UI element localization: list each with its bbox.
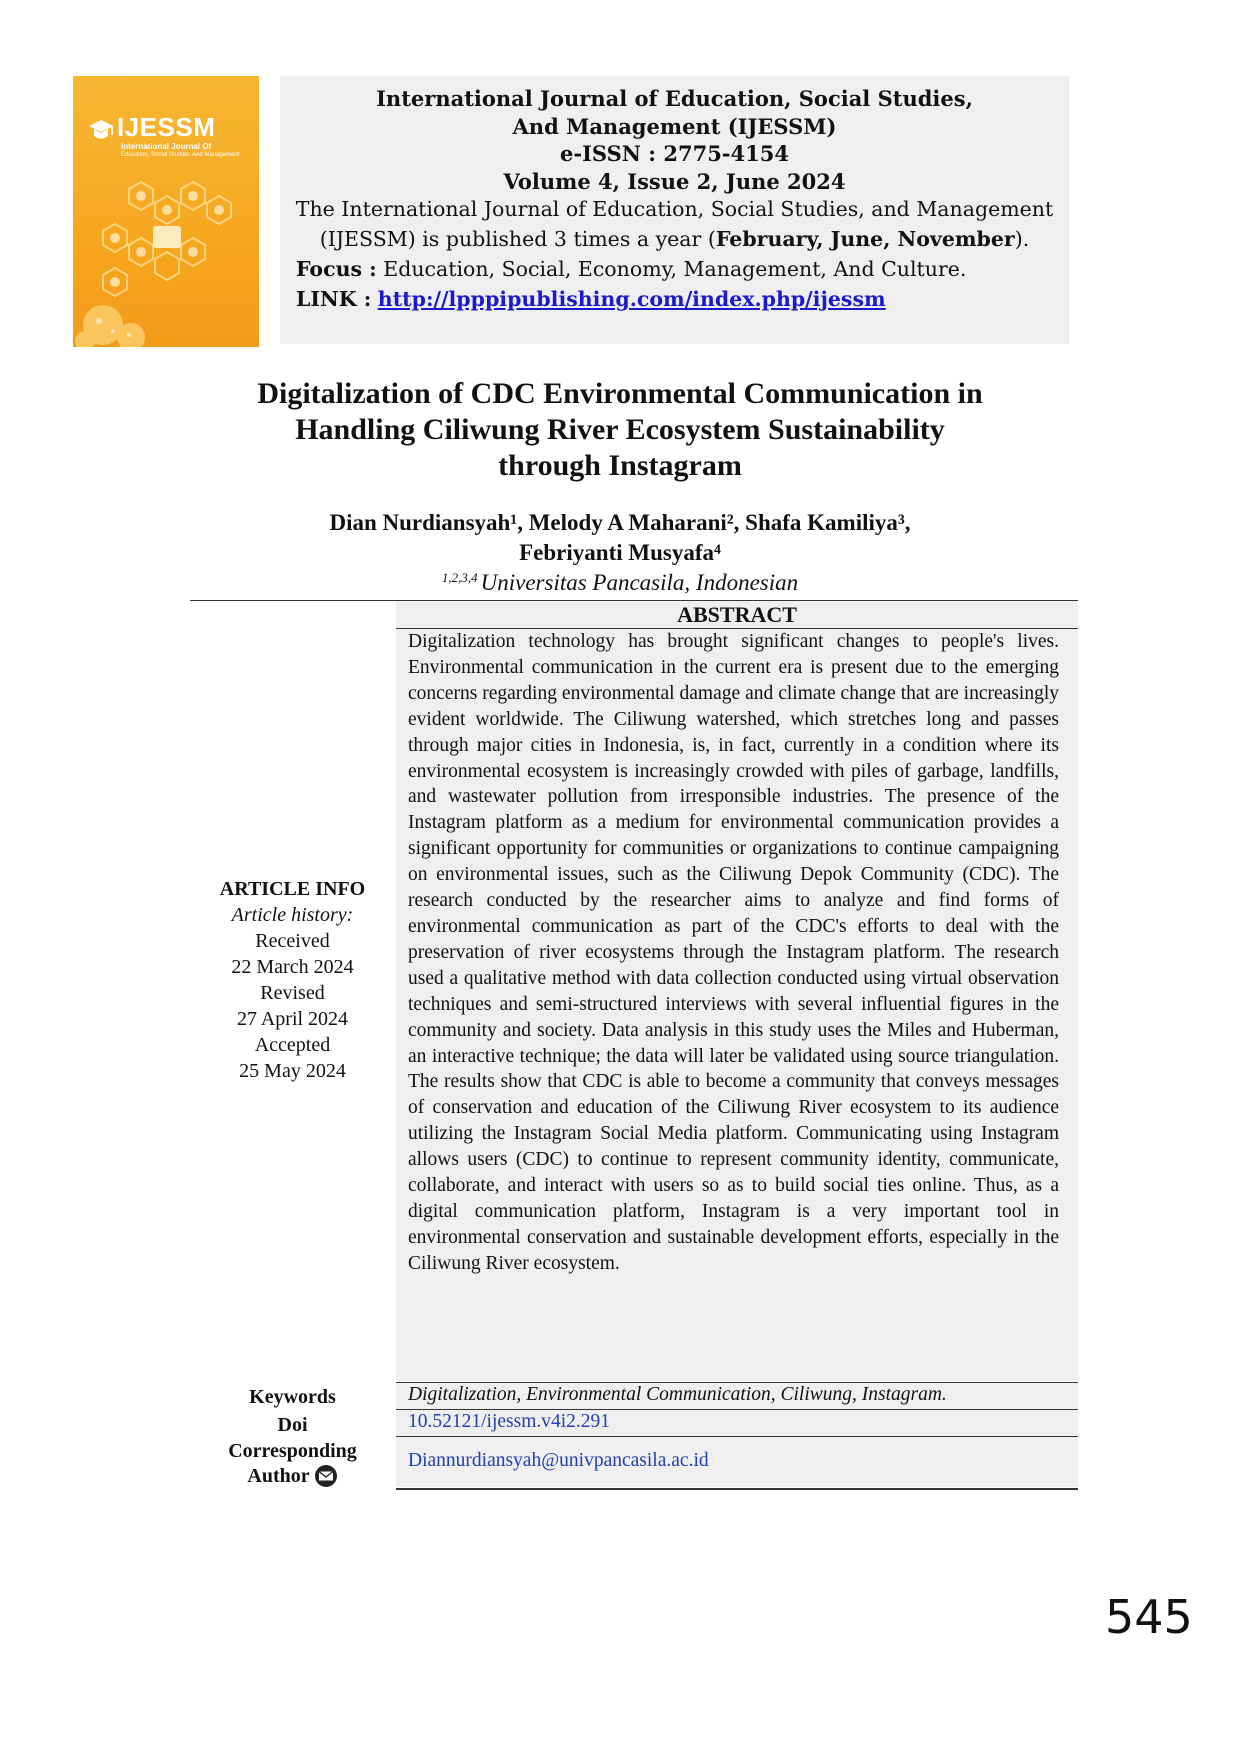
cover-logo-text: IJESSM [117,112,216,142]
affiliation-text: Universitas Pancasila, Indonesian [480,570,799,595]
focus-label: Focus : [296,257,377,281]
title-line3: through Instagram [498,449,742,482]
title-line2: Handling Ciliwung River Ecosystem Sustainability [295,413,945,446]
revised-date: 27 April 2024 [236,1008,349,1030]
accepted-date: 25 May 2024 [239,1060,346,1082]
received-label: Received [255,930,330,952]
accepted-label: Accepted [254,1034,331,1056]
journal-description-line1: The International Journal of Education, Social Studies, and Management [295,197,1054,221]
journal-description-line2 [280,227,1069,251]
journal-info-box [280,76,1069,344]
keywords-label: Keywords [249,1386,336,1408]
journal-name-line1: International Journal of Education, Social Studies, [376,86,973,111]
mail-icon [314,1465,338,1487]
corresponding-label-line2: Author [247,1465,310,1487]
journal-logo-icon [87,116,117,144]
corresponding-author-row [396,1437,1078,1487]
corresponding-author-label [190,1439,395,1489]
journal-link-row [296,287,886,311]
link-label: LINK : [296,287,372,311]
table-bottom-rule [396,1488,1078,1490]
doi-link[interactable]: 10.52121/ijessm.v4i2.291 [408,1411,611,1432]
journal-url-link[interactable]: http://lpppipublishing.com/index.php/ijessm [377,287,886,311]
title-line1: Digitalization of CDC Environmental Communication in [257,377,983,410]
journal-desc-end: ). [1014,227,1030,251]
page-number: 545 [1105,1590,1193,1644]
article-info-heading: ARTICLE INFO [219,878,366,900]
cover-bubbles-decoration-icon [73,277,259,347]
doi-row [396,1410,1078,1436]
journal-eissn: e-ISSN : 2775-4154 [560,141,789,166]
article-info [190,876,395,1084]
doi-label: Doi [277,1414,308,1436]
authors-line2: Febriyanti Musyafa⁴ [519,540,721,565]
revised-label: Revised [260,982,325,1004]
keywords-row [396,1383,1078,1409]
cover-logo-subtitle [121,142,239,160]
journal-cover-image [73,76,259,347]
journal-desc-text: (IJESSM) is published 3 times a year ( [319,227,716,251]
article-authors [160,508,1080,568]
journal-focus [296,257,966,281]
abstract-section [396,629,1078,1381]
article-history-label: Article history: [231,904,354,926]
affiliation-superscript: 1,2,3,4 [441,570,478,585]
abstract-text: Digitalization technology has brought significant changes to people's lives. Environmental communication in the current era is present due to the emerging concerns regarding environmental damage and climate change that are increasingly evident worldwide. The Ciliwung watershed, which stretches long and passes through major cities in Indonesia, is, in fact, currently in a condition where its environmental ecosystem is increasingly crowded with piles of garbage, landfills, and wastewater pollution from irresponsible industries. The presence of the Instagram platform as a medium for environmental communication provides a significant opportunity for communities or organizations to continue campaigning on environmental issues, such as the Ciliwung Depok Community (CDC). The research conducted by the researcher aims to analyze and find forms of environmental communication as part of the CDC's efforts to deal with the preservation of river ecosystems through the Instagram platform. The research used a qualitative method with data collection conducted using virtual observation techniques and semi-structured interviews with several influential figures in the community and society. Data analysis in this study uses the Miles and Huberman, an interactive technique; the data will later be validated using source triangulation. The results show that CDC is able to become a community that conveys messages of conservation and education of the Ciliwung River ecosystem to its audience utilizing the Instagram Social Media platform. Communicating using Instagram allows users (CDC) to continue to represent community identity, communicate, collaborate, and interact with users so as to build social ties online. Thus, as a digital communication platform, Instagram is a very important tool in environmental conservation and sustainable development efforts, especially in the Ciliwung River ecosystem. [408,631,1059,1274]
author-email-link[interactable]: Diannurdiansyah@univpancasila.ac.id [408,1450,709,1471]
received-date: 22 March 2024 [231,956,354,978]
journal-volume: Volume 4, Issue 2, June 2024 [503,169,846,194]
article-title [160,376,1080,484]
abstract-heading: ABSTRACT [396,601,1078,628]
authors-line1: Dian Nurdiansyah¹, Melody A Maharani², Shafa Kamiliya³, [329,510,911,535]
keywords-value: Digitalization, Environmental Communication, Ciliwung, Instagram. [408,1384,947,1405]
corresponding-label-line2-wrap [190,1464,395,1489]
focus-text: Education, Social, Economy, Management, And Culture. [376,257,967,281]
cover-subtitle-line1: International Journal Of [121,142,212,151]
author-affiliation [160,570,1080,596]
journal-name-line2: And Management (IJESSM) [512,114,837,139]
corresponding-label-line1: Corresponding [228,1440,357,1462]
cover-subtitle-line2: Education, Social Studies, And Management [121,152,240,158]
journal-publication-months: February, June, November [715,227,1015,251]
